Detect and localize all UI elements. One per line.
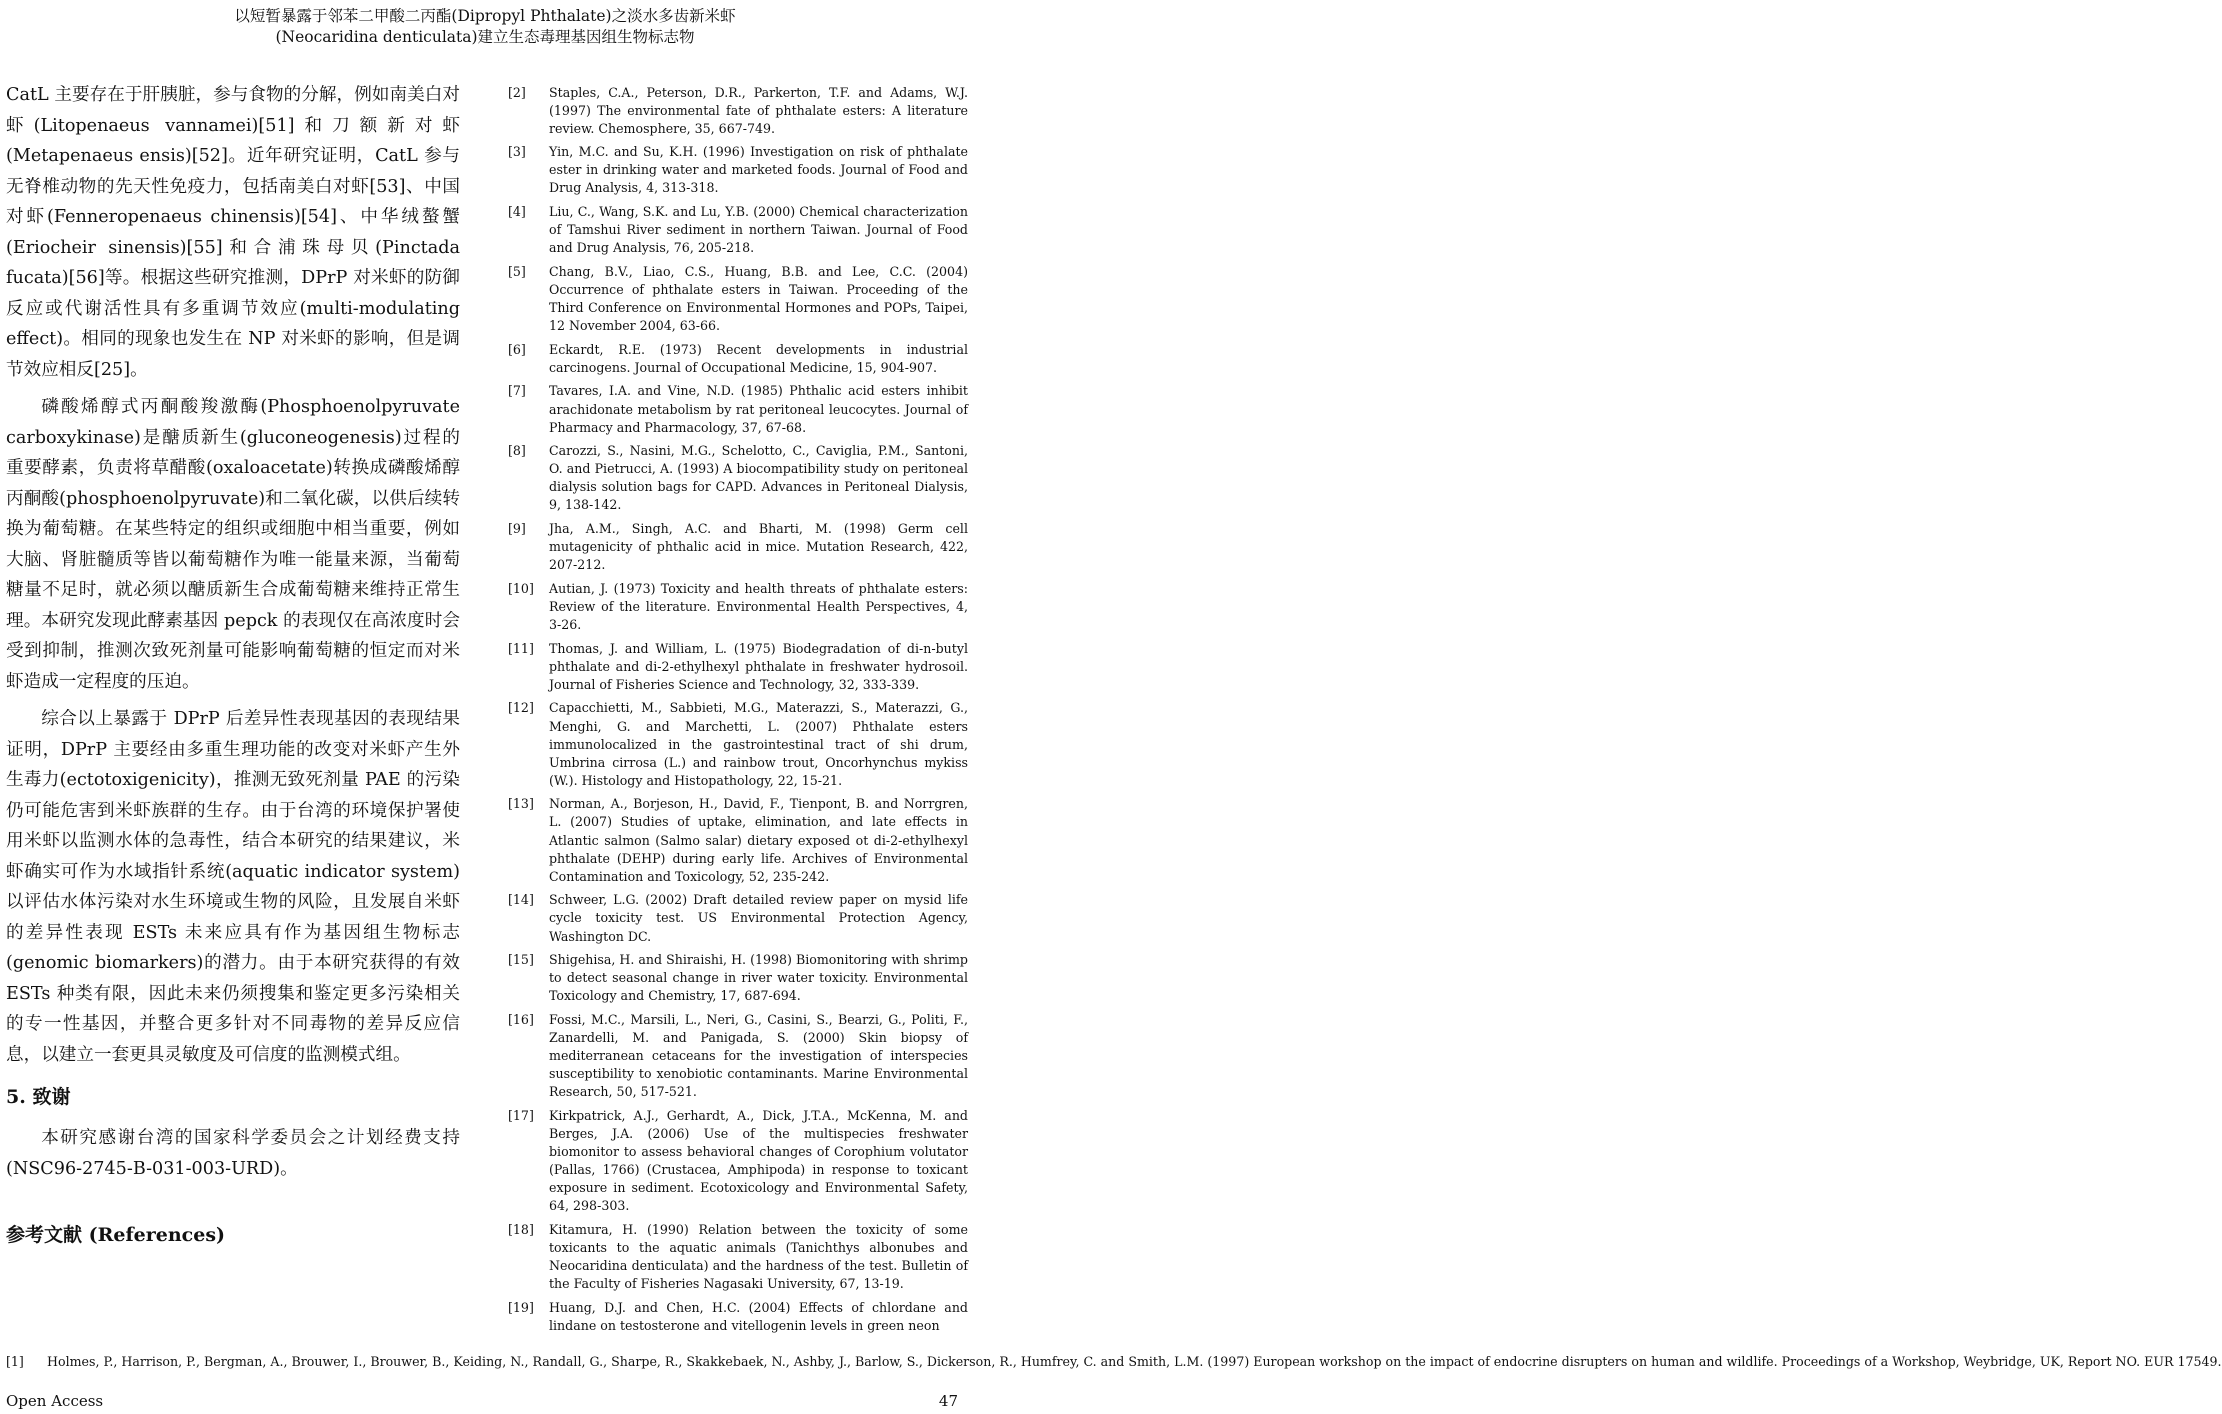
header-line-2: (Neocaridina denticulata)建立生态毒理基因组生物标志物	[275, 28, 695, 46]
reference-item	[508, 84, 968, 138]
reference-number: [17]	[508, 1107, 534, 1123]
reference-text: Holmes, P., Harrison, P., Bergman, A., Brouwer, I., Brouwer, B., Keiding, N., Randall, G., Sharpe, R., Skakkebaek, N., Ashby, J., Barlow, S., Dickerson, R., Humfrey, C. and Smith, L.M. (1997) European workshop on the impact of endocrine disrupters on human and wildlife. Proceedings of a Workshop, Weybridge, UK, Report NO. EUR 17549.	[47, 1354, 2222, 1369]
reference-number: [10]	[508, 580, 534, 596]
reference-number: [2]	[508, 84, 526, 100]
reference-text: Liu, C., Wang, S.K. and Lu, Y.B. (2000) Chemical characterization of Tamshui River sediment in northern Taiwan. Journal of Food and Drug Analysis, 76, 205-218.	[549, 204, 968, 256]
reference-number: [6]	[508, 341, 526, 357]
reference-item	[508, 640, 968, 694]
body-paragraph-4: 本研究感谢台湾的国家科学委员会之计划经费支持(NSC96-2745-B-031-003-URD)。	[6, 1128, 460, 1179]
reference-text: Schweer, L.G. (2002) Draft detailed review paper on mysid life cycle toxicity test. US Environmental Protection Agency, Washington DC.	[549, 892, 968, 944]
reference-item	[508, 795, 968, 885]
reference-number: [13]	[508, 796, 534, 812]
reference-text: Jha, A.M., Singh, A.C. and Bharti, M. (1998) Germ cell mutagenicity of phthalic acid in mice. Mutation Research, 422, 207-212.	[549, 521, 968, 573]
reference-number: [1]	[6, 1354, 24, 1369]
reference-item	[508, 1299, 968, 1335]
reference-item	[508, 699, 968, 789]
reference-text: Chang, B.V., Liao, C.S., Huang, B.B. and Lee, C.C. (2004) Occurrence of phthalate esters in Taiwan. Proceeding of the Third Conference on Environmental Hormones and POPs, Taipei, 12 November 2004, 63-66.	[549, 263, 968, 334]
reference-text: Norman, A., Borjeson, H., David, F., Tienpont, B. and Norrgren, L. (2007) Studies of uptake, elimination, and late effects in Atlantic salmon (Salmo salar) dietary exposed ot di-2-ethylhexyl phthalate (DEHP) during early life. Archives of Environmental Contamination and Toxicology, 52, 235-242.	[549, 796, 968, 884]
reference-text: Carozzi, S., Nasini, M.G., Schelotto, C., Caviglia, P.M., Santoni, O. and Pietrucci, A. (1993) A biocompatibility study on peritoneal dialysis solution bags for CAPD. Advances in Peritoneal Dialysis, 9, 138-142.	[549, 443, 968, 513]
reference-text: Kitamura, H. (1990) Relation between the toxicity of some toxicants to the aquatic animals (Tanichthys albonubes and Neocaridina denticulata) and the hardness of the test. Bulletin of the Faculty of Fisheries Nagasaki University, 67, 13-19.	[549, 1221, 968, 1292]
page-number: 47	[938, 1392, 958, 1410]
body-paragraph-3: 综合以上暴露于 DPrP 后差异性表现基因的表现结果证明，DPrP 主要经由多重生理功能的改变对米虾产生外生毒力(ectotoxigenicity)，推测无致死剂量 PAE 的污染仍可能危害到米虾族群的生存。由于台湾的环境保护署使用米虾以监测水体的急毒性，结合本研究的结果建议，米虾确实可作为水域指针系统(aquatic indicator system)以评估水体污染对水生环境或生物的风险，且发展自米虾的差异性表现 ESTs 未来应具有作为基因组生物标志(genomic biomarkers)的潜力。由于本研究获得的有效 ESTs 种类有限，因此未来仍须搜集和鉴定更多污染相关的专一性基因，并整合更多针对不同毒物的差异反应信息，以建立一套更具灵敏度及可信度的监测模式组。	[6, 709, 460, 1065]
reference-text: Fossi, M.C., Marsili, L., Neri, G., Casini, S., Bearzi, G., Politi, F., Zanardelli, M. and Panigada, S. (2000) Skin biopsy of mediterranean cetaceans for the investigation of interspecies susceptibility to xenobiotic contaminants. Marine Environmental Research, 50, 517-521.	[549, 1011, 968, 1100]
reference-item	[508, 203, 968, 257]
reference-number: [15]	[508, 952, 534, 968]
reference-number: [3]	[508, 144, 526, 160]
header-line-1: 以短暂暴露于邻苯二甲酸二丙酯(Dipropyl Phthalate)之淡水多齿新米虾	[234, 7, 736, 25]
reference-item	[508, 1107, 968, 1216]
footer-open-access: Open Access	[6, 1392, 104, 1410]
reference-text: Staples, C.A., Peterson, D.R., Parkerton, T.F. and Adams, W.J. (1997) The environmental fate of phthalate esters: A literature review. Chemosphere, 35, 667-749.	[549, 84, 968, 136]
right-column	[508, 78, 968, 1341]
reference-item	[508, 520, 968, 574]
reference-text: Huang, D.J. and Chen, H.C. (2004) Effects of chlordane and lindane on testosterone and vitellogenin levels in green neon	[549, 1299, 968, 1333]
reference-number: [4]	[508, 204, 526, 220]
reference-number: [12]	[508, 700, 534, 716]
section-heading-acknowledgement: 5. 致谢	[6, 1086, 71, 1108]
reference-number: [8]	[508, 443, 526, 459]
references-heading: 参考文献 (References)	[6, 1224, 226, 1246]
body-paragraph-2: 磷酸烯醇式丙酮酸羧激酶(Phosphoenolpyruvate carboxykinase)是醣质新生(gluconeogenesis)过程的重要酵素，负责将草醋酸(oxaloacetate)转换成磷酸烯醇丙酮酸(phosphoenolpyruvate)和二氧化碳，以供后续转换为葡萄糖。在某些特定的组织或细胞中相当重要，例如大脑、肾脏髓质等皆以葡萄糖作为唯一能量来源，当葡萄糖量不足时，就必须以醣质新生合成葡萄糖来维持正常生理。本研究发现此酵素基因 pepck 的表现仅在高浓度时会受到抑制，推测次致死剂量可能影响葡萄糖的恒定而对米虾造成一定程度的压迫。	[6, 397, 460, 692]
reference-item	[508, 1011, 968, 1101]
reference-item	[508, 341, 968, 377]
reference-text: Autian, J. (1973) Toxicity and health threats of phthalate esters: Review of the literature. Environmental Health Perspectives, 4, 3-26.	[549, 580, 968, 633]
reference-text: Tavares, I.A. and Vine, N.D. (1985) Phthalic acid esters inhibit arachidonate metabolism by rat peritoneal leucocytes. Journal of Pharmacy and Pharmacology, 37, 67-68.	[549, 383, 968, 435]
reference-text: Eckardt, R.E. (1973) Recent developments in industrial carcinogens. Journal of Occupational Medicine, 15, 904-907.	[549, 341, 968, 375]
body-paragraph-1: CatL 主要存在于肝胰脏，参与食物的分解，例如南美白对虾(Litopenaeus vannamei)[51]和刀额新对虾(Metapenaeus ensis)[52]。近年研究证明，CatL 参与无脊椎动物的先天性免疫力，包括南美白对虾[53]、中国对虾(Fenneropenaeus chinensis)[54]、中华绒螯蟹(Eriocheir sinensis)[55]和合浦珠母贝(Pinctada fucata)[56]等。根据这些研究推测，DPrP 对米虾的防御反应或代谢活性具有多重调节效应(multi-modulating effect)。相同的现象也发生在 NP 对米虾的影响，但是调节效应相反[25]。	[6, 85, 460, 380]
reference-text: Kirkpatrick, A.J., Gerhardt, A., Dick, J.T.A., McKenna, M. and Berges, J.A. (2006) Use of the multispecies freshwater biomonitor to assess behavioral changes of Corophium volutator (Pallas, 1766) (Crustacea, Amphipoda) in response to toxicant exposure in sediment. Ecotoxicology and Environmental Safety, 64, 298-303.	[549, 1107, 968, 1214]
reference-item	[6, 1353, 2222, 1371]
reference-text: Yin, M.C. and Su, K.H. (1996) Investigation on risk of phthalate ester in drinking water and marketed foods. Journal of Food and Drug Analysis, 4, 313-318.	[549, 144, 968, 196]
reference-item	[508, 382, 968, 436]
reference-item	[508, 263, 968, 335]
reference-number: [14]	[508, 892, 534, 908]
reference-number: [18]	[508, 1221, 534, 1237]
reference-number: [9]	[508, 521, 526, 537]
reference-item	[508, 143, 968, 197]
reference-text: Capacchietti, M., Sabbieti, M.G., Materazzi, S., Materazzi, G., Menghi, G. and Marchetti, L. (2007) Phthalate esters immunolocalized in the gastrointestinal tract of shi drum, Umbrina cirrosa (L.) and rainbow trout, Oncorhynchus mykiss (W.). Histology and Histopathology, 22, 15-21.	[549, 700, 968, 788]
reference-item	[508, 1221, 968, 1293]
reference-text: Shigehisa, H. and Shiraishi, H. (1998) Biomonitoring with shrimp to detect seasonal change in river water toxicity. Environmental Toxicology and Chemistry, 17, 687-694.	[549, 952, 968, 1004]
reference-number: [16]	[508, 1011, 534, 1027]
reference-number: [7]	[508, 383, 526, 399]
left-column	[6, 80, 460, 1247]
running-header	[0, 6, 970, 48]
reference-number: [5]	[508, 263, 526, 279]
reference-item	[508, 580, 968, 634]
reference-number: [11]	[508, 640, 534, 656]
reference-text: Thomas, J. and William, L. (1975) Biodegradation of di-n-butyl phthalate and di-2-ethylhexyl phthalate in freshwater hydrosoil. Journal of Fisheries Science and Technology, 32, 333-339.	[549, 640, 968, 692]
reference-item	[508, 442, 968, 514]
reference-item	[508, 891, 968, 945]
reference-item	[508, 951, 968, 1005]
reference-number: [19]	[508, 1299, 534, 1315]
